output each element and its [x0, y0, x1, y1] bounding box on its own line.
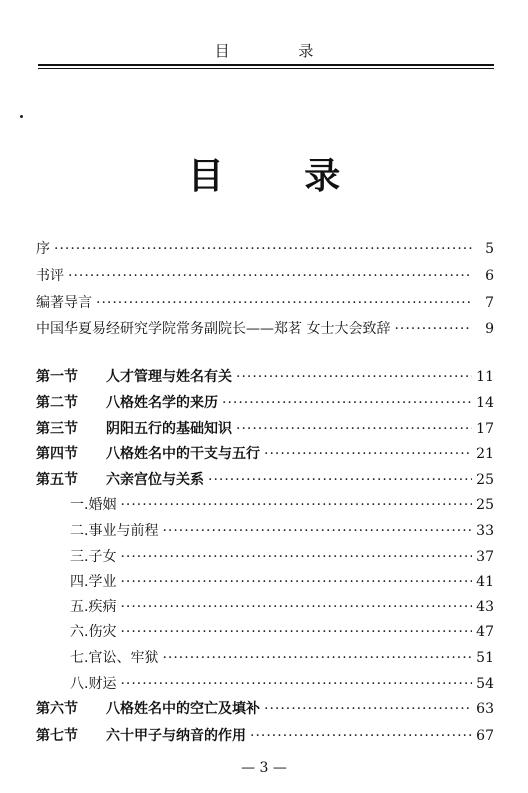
header-rule [38, 64, 494, 69]
dot-leader [208, 469, 472, 491]
toc-entry-page: 43 [476, 599, 494, 615]
section-number: 第七节 [36, 728, 78, 744]
section-number: 第三节 [36, 421, 78, 437]
dot-leader [162, 520, 472, 542]
dot-leader [120, 546, 472, 568]
toc-entry-page: 14 [476, 395, 494, 411]
dot-leader [120, 596, 472, 618]
section-number: 第六节 [36, 701, 78, 717]
dot-leader [120, 621, 472, 643]
toc-subsection-6[interactable] [70, 621, 494, 643]
toc-entry-page: 25 [476, 472, 494, 488]
toc-entry-page: 21 [476, 446, 494, 462]
section-title: 八格姓名学的来历 [106, 395, 218, 411]
toc-entry-preface[interactable] [36, 238, 494, 260]
toc-subsection-4[interactable] [70, 571, 494, 593]
dot-leader [162, 647, 472, 669]
section-title: 人才管理与姓名有关 [106, 369, 232, 385]
dot-leader [236, 418, 472, 440]
dot-leader [54, 238, 472, 260]
toc-entry-page: 33 [476, 523, 494, 539]
section-number: 第一节 [36, 369, 78, 385]
page-title: 目 录 [187, 155, 375, 197]
toc-section-2[interactable] [36, 392, 494, 414]
dot-leader [250, 725, 472, 747]
running-head: 目 录 [214, 42, 346, 60]
toc-entry-page: 6 [485, 268, 494, 284]
toc-entry-page: 63 [476, 701, 494, 717]
toc-entry-title: 编著导言 [36, 295, 92, 311]
toc-subsection-8[interactable] [70, 673, 494, 695]
stray-mark [20, 115, 23, 118]
toc-entry-review[interactable] [36, 265, 494, 287]
toc-entry-page: 67 [476, 728, 494, 744]
dot-leader [264, 698, 472, 720]
toc-entry-speech[interactable] [36, 318, 494, 340]
toc-entry-page: 54 [476, 676, 494, 692]
toc-section-5[interactable] [36, 469, 494, 491]
section-title: 六十甲子与纳音的作用 [106, 728, 246, 744]
toc-section-4[interactable] [36, 443, 494, 465]
toc-entry-page: 51 [476, 650, 494, 666]
toc-entry-page: 47 [476, 624, 494, 640]
toc-entry-title: 书评 [36, 268, 64, 284]
toc-entry-page: 25 [476, 497, 494, 513]
toc-entry-introduction[interactable] [36, 292, 494, 314]
dot-leader [68, 265, 472, 287]
dot-leader [96, 292, 472, 314]
toc-subsection-7[interactable] [70, 647, 494, 669]
toc-subsection-1[interactable] [70, 494, 494, 516]
dot-leader [120, 494, 472, 516]
toc-entry-page: 7 [485, 295, 494, 311]
toc-section-3[interactable] [36, 418, 494, 440]
dot-leader [236, 366, 472, 388]
toc-entry-page: 5 [485, 241, 494, 257]
section-title: 六亲宫位与关系 [106, 472, 204, 488]
dot-leader [120, 673, 472, 695]
page-number: — 3 — [241, 760, 287, 776]
dot-leader [120, 571, 472, 593]
subsection-title: 三.子女 [70, 549, 117, 565]
subsection-title: 八.财运 [70, 676, 117, 692]
toc-section-7[interactable] [36, 725, 494, 747]
section-number: 第四节 [36, 446, 78, 462]
toc-section-6[interactable] [36, 698, 494, 720]
toc-entry-page: 17 [476, 421, 494, 437]
subsection-title: 二.事业与前程 [70, 523, 159, 539]
toc-entry-page: 11 [476, 369, 494, 385]
subsection-title: 一.婚姻 [70, 497, 117, 513]
toc-entry-title: 中国华夏易经研究学院常务副院长——郑茗 女士大会致辞 [36, 321, 391, 337]
toc-entry-page: 37 [476, 549, 494, 565]
section-title: 八格姓名中的干支与五行 [106, 446, 260, 462]
toc-entry-title: 序 [36, 241, 50, 257]
toc-entry-page: 41 [476, 574, 494, 590]
dot-leader [222, 392, 472, 414]
toc-subsection-5[interactable] [70, 596, 494, 618]
toc-subsection-2[interactable] [70, 520, 494, 542]
toc-section-1[interactable] [36, 366, 494, 388]
dot-leader [394, 318, 472, 340]
subsection-title: 四.学业 [70, 574, 117, 590]
section-title: 阴阳五行的基础知识 [106, 421, 232, 437]
section-number: 第二节 [36, 395, 78, 411]
dot-leader [264, 443, 472, 465]
subsection-title: 七.官讼、牢狱 [70, 650, 159, 666]
toc-entry-page: 9 [485, 321, 494, 337]
subsection-title: 五.疾病 [70, 599, 117, 615]
section-title: 八格姓名中的空亡及填补 [106, 701, 260, 717]
toc-subsection-3[interactable] [70, 546, 494, 568]
section-number: 第五节 [36, 472, 78, 488]
subsection-title: 六.伤灾 [70, 624, 117, 640]
